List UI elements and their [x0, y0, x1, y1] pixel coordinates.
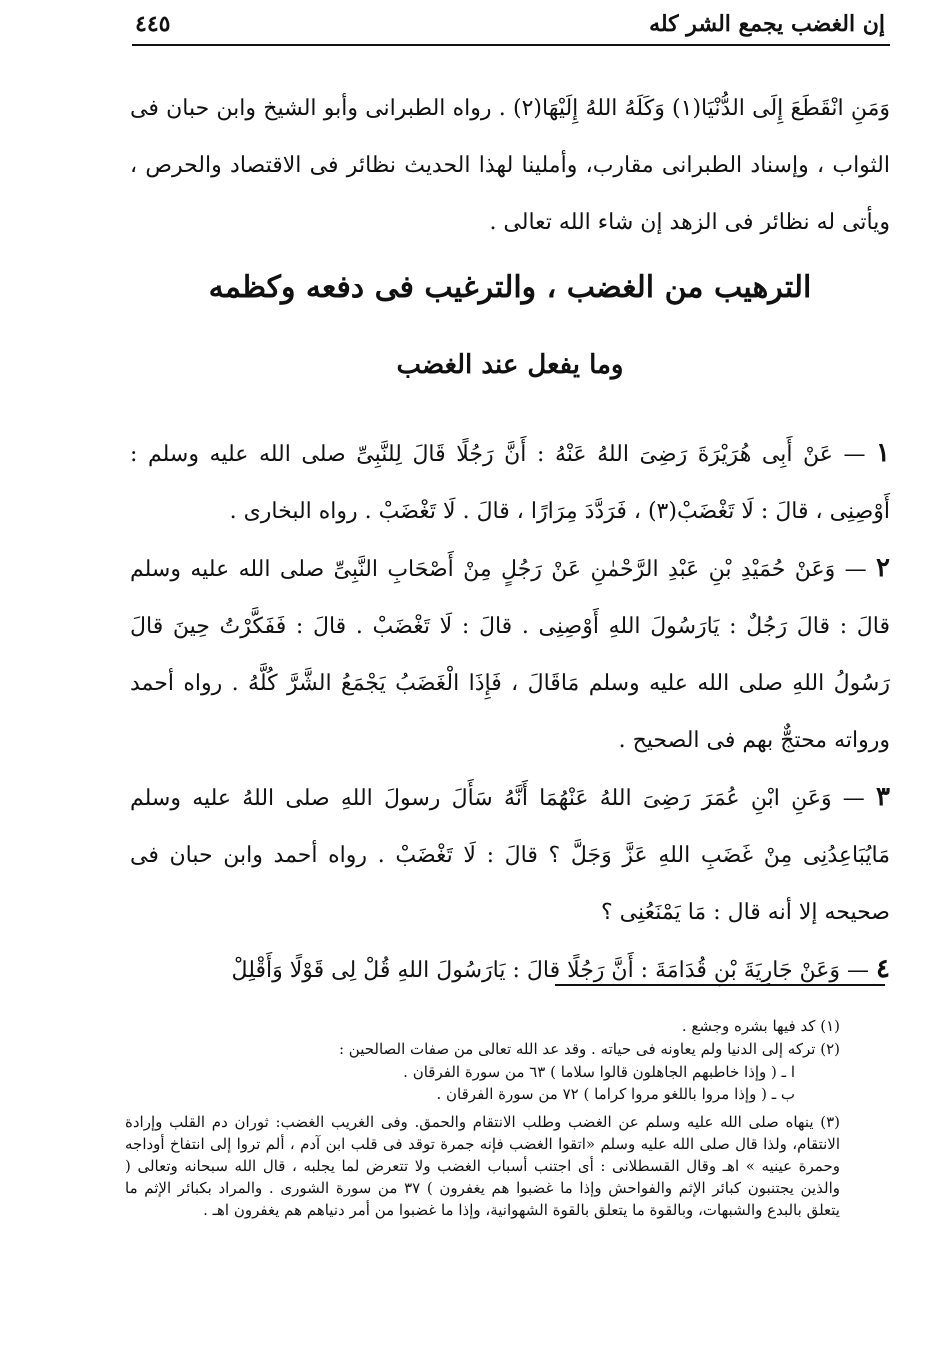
section-subheading: وما يفعل عند الغضب	[396, 350, 624, 380]
header-rule	[132, 44, 890, 46]
hadith-text: — وَعَنْ حُمَيْدِ بْنِ عَبْدِ الرَّحْمٰنِ عَنْ رَجُلٍ مِنْ أَصْحَابِ النَّبِىِّ صلى الله عليه وسلم قالَ : قالَ رَجُلٌ : يَارَسُولَ اللهِ أَوْصِنِى . قالَ : لَا تَغْضَبْ . قالَ : فَفَكَّرْتُ حِينَ قالَ رَسُولُ اللهِ صلى الله عليه وسلم مَاقَالَ ، فَإِذَا الْغَضَبُ يَجْمَعُ الشَّرَّ كُلَّهُ . رواه أحمد ورواته محتجٌّ بهم فى الصحيح .	[130, 557, 890, 753]
hadith-list	[130, 425, 890, 999]
running-title: إن الغضب يجمع الشر كله	[649, 11, 885, 37]
section-heading: الترهيب من الغضب ، والترغيب فى دفعه وكظمه	[208, 270, 812, 305]
hadith-text: — وَعَنِ ابْنِ عُمَرَ رَضِىَ اللهُ عَنْهُمَا أَنَّهُ سَأَلَ رسولَ اللهِ صلى اللهُ عليه وسلم مَايُبَاعِدُنِى مِنْ غَضَبِ اللهِ عَزَّ وَجَلَّ ؟ قالَ : لَا تَغْضَبْ . رواه أحمد وابن حبان فى صحيحه إلا أنه قال : مَا يَمْنَعُنِى ؟	[130, 786, 890, 925]
hadith-number: ١	[876, 438, 890, 468]
footnotes	[125, 1015, 840, 1222]
hadith-number: ٤	[876, 954, 890, 984]
hadith-text: — وَعَنْ جَارِيَةَ بْنِ قُدَامَةَ : أَنَّ رَجُلًا قالَ : يَارَسُولَ اللهِ قُلْ لِى قَوْلًا وَأَقْلِلْ	[231, 958, 870, 983]
intro-paragraph: وَمَنِ انْقَطَعَ إِلَى الدُّنْيَا(١) وَكَلَهُ اللهُ إِلَيْهَا(٢) . رواه الطبرانى وأبو الشيخ وابن حبان فى الثواب ، وإسناد الطبرانى مقارب، وأملينا لهذا الحديث نظائر فى الاقتصاد والحرص ، ويأتى له نظائر فى الزهد إن شاء الله تعالى .	[130, 96, 890, 235]
footnote-rule	[555, 984, 885, 986]
footnote-1: (١) كد فيها بشره وجشع .	[681, 1017, 840, 1035]
hadith-1	[130, 425, 890, 540]
page-number: ٤٤٥	[135, 11, 171, 37]
page-header	[135, 8, 885, 40]
hadith-text: — عَنْ أَبِى هُرَيْرَةَ رَضِىَ اللهُ عَنْهُ : أَنَّ رَجُلًا قَالَ لِلنَّبِىِّ صلى الله عليه وسلم : أَوْصِنِى ، قالَ : لَا تَغْضَبْ(٣) ، فَرَدَّدَ مِرَارًا ، قالَ . لَا تَغْضَبْ . رواه البخارى .	[130, 442, 890, 524]
hadith-2	[130, 540, 890, 769]
hadith-number: ٢	[876, 553, 890, 583]
footnote-3: (٣) ينهاه صلى الله عليه وسلم عن الغضب وطلب الانتقام والحمق. وفى الغريب الغضب: ثوران دم القلب وإرادة الانتقام، ولذا قال صلى الله عليه وسلم «اتقوا الغضب فإنه جمرة توقد فى قلب ابن آدم ، ألم تروا إلى انتفاخ أوداجه وحمرة عينيه » اهـ وقال القسطلانى : أى اجتنب أسباب الغضب ولا تتعرض لما يجلبه ، قال الله سبحانه وتعالى ( والذين يجتنبون كبائر الإثم والفواحش وإذا ما غضبوا هم يغفرون ) ٣٧ من سورة الشورى . والمراد بكبائر الإثم ما يتعلق بالبدع والشبهات، وبالقوة ما يتعلق بالقوة الشهوانية، وإذا ما غضبوا من أمر دنياهم هم يغفرون اهـ .	[125, 1113, 840, 1219]
hadith-4	[130, 941, 890, 999]
hadith-number: ٣	[876, 782, 890, 812]
footnote-2: (٢) تركه إلى الدنيا ولم يعاونه فى حياته . وقد عد الله تعالى من صفات الصالحين :	[338, 1040, 840, 1058]
footnote-2a: ا ـ ( وإذا خاطبهم الجاهلون قالوا سلاما ) ٦٣ من سورة الفرقان .	[403, 1063, 795, 1081]
hadith-3	[130, 769, 890, 941]
footnote-2b: ب ـ ( وإذا مروا باللغو مروا كراما ) ٧٢ من سورة الفرقان .	[436, 1085, 795, 1103]
